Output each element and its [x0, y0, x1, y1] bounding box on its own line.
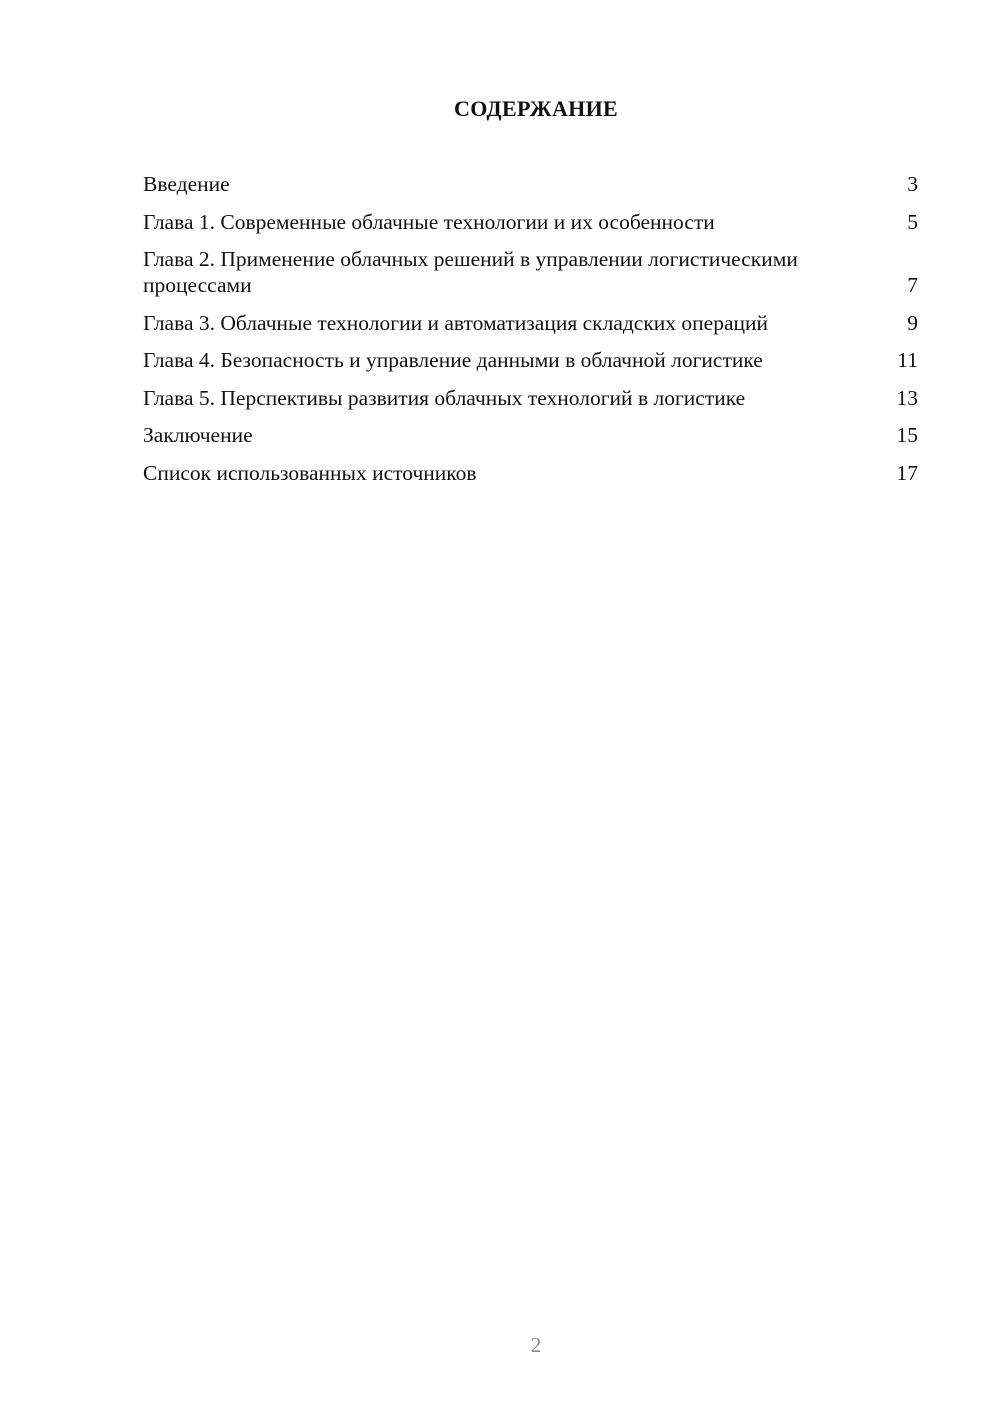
page-title: СОДЕРЖАНИЕ [454, 96, 618, 121]
toc-entry-title: Заключение [143, 423, 253, 447]
toc-entry-title: Введение [143, 172, 230, 196]
toc-entry-title: Глава 5. Перспективы развития облачных технологий в логистике [143, 385, 746, 410]
toc-entry-page: 11 [897, 348, 918, 372]
page-number: 2 [530, 1333, 542, 1357]
toc-entry-title: Глава 4. Безопасность и управление данными в облачной логистике [143, 348, 763, 372]
toc-entry-page: 7 [907, 273, 918, 297]
toc-entry-conclusion[interactable] [143, 422, 918, 448]
toc-entry-chapter-4[interactable] [143, 347, 918, 373]
toc-entry-page: 5 [907, 209, 918, 234]
toc-entry-chapter-2[interactable] [143, 246, 918, 298]
toc-entry-page: 3 [907, 172, 918, 196]
toc-entry-page: 17 [896, 460, 918, 485]
toc-entry-references[interactable] [143, 460, 918, 486]
toc-entry-title: Глава 3. Облачные технологии и автоматизация складских операций [143, 310, 769, 335]
toc-entry-title: Глава 2. Применение облачных решений в управлении логистическими процессами [143, 247, 798, 297]
toc-entry-introduction[interactable] [143, 171, 918, 197]
toc-entry-chapter-1[interactable] [143, 209, 918, 235]
toc-entry-page: 15 [896, 423, 918, 447]
toc-entry-chapter-5[interactable] [143, 385, 918, 411]
toc-entry-page: 9 [907, 310, 918, 335]
toc-entry-title: Глава 1. Современные облачные технологии и их особенности [143, 209, 715, 234]
toc-entry-page: 13 [896, 385, 918, 410]
toc-entry-chapter-3[interactable] [143, 310, 918, 336]
table-of-contents [143, 171, 918, 497]
toc-entry-title: Список использованных источников [143, 460, 477, 485]
